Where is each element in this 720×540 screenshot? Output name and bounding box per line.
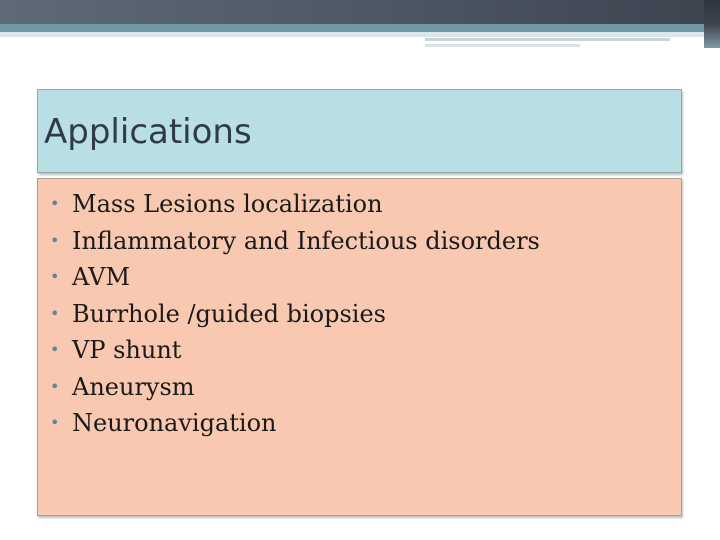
list-item	[50, 405, 540, 442]
list-item	[50, 223, 540, 260]
bullet-text: Mass Lesions localization	[72, 190, 383, 218]
top-right-cap	[704, 0, 720, 48]
bullet-text: AVM	[72, 263, 131, 291]
bullet-dot-icon: •	[50, 413, 60, 432]
bullet-list	[50, 186, 540, 442]
bullet-dot-icon: •	[50, 303, 60, 323]
top-light-band	[0, 32, 720, 37]
bullet-dot-icon: •	[50, 230, 60, 250]
bullet-dot-icon: •	[50, 340, 60, 359]
bullet-text: Neuronavigation	[72, 409, 277, 437]
list-item	[50, 296, 540, 333]
bullet-dot-icon: •	[50, 376, 60, 396]
accent-line-lower	[425, 44, 580, 47]
top-teal-band	[0, 24, 720, 32]
list-item	[50, 369, 540, 406]
accent-line-upper	[425, 38, 670, 41]
list-item	[50, 332, 540, 369]
content-box	[37, 178, 682, 516]
bullet-dot-icon: •	[50, 194, 60, 213]
list-item	[50, 259, 540, 296]
bullet-text: VP shunt	[72, 336, 182, 364]
top-dark-band	[0, 0, 720, 24]
bullet-dot-icon: •	[50, 267, 60, 286]
bullet-text: Aneurysm	[72, 372, 195, 401]
slide-title: Applications	[44, 112, 252, 152]
bullet-text: Inflammatory and Infectious disorders	[72, 226, 540, 255]
list-item	[50, 186, 540, 223]
title-box	[37, 89, 682, 173]
bullet-text: Burrhole /guided biopsies	[72, 299, 386, 328]
